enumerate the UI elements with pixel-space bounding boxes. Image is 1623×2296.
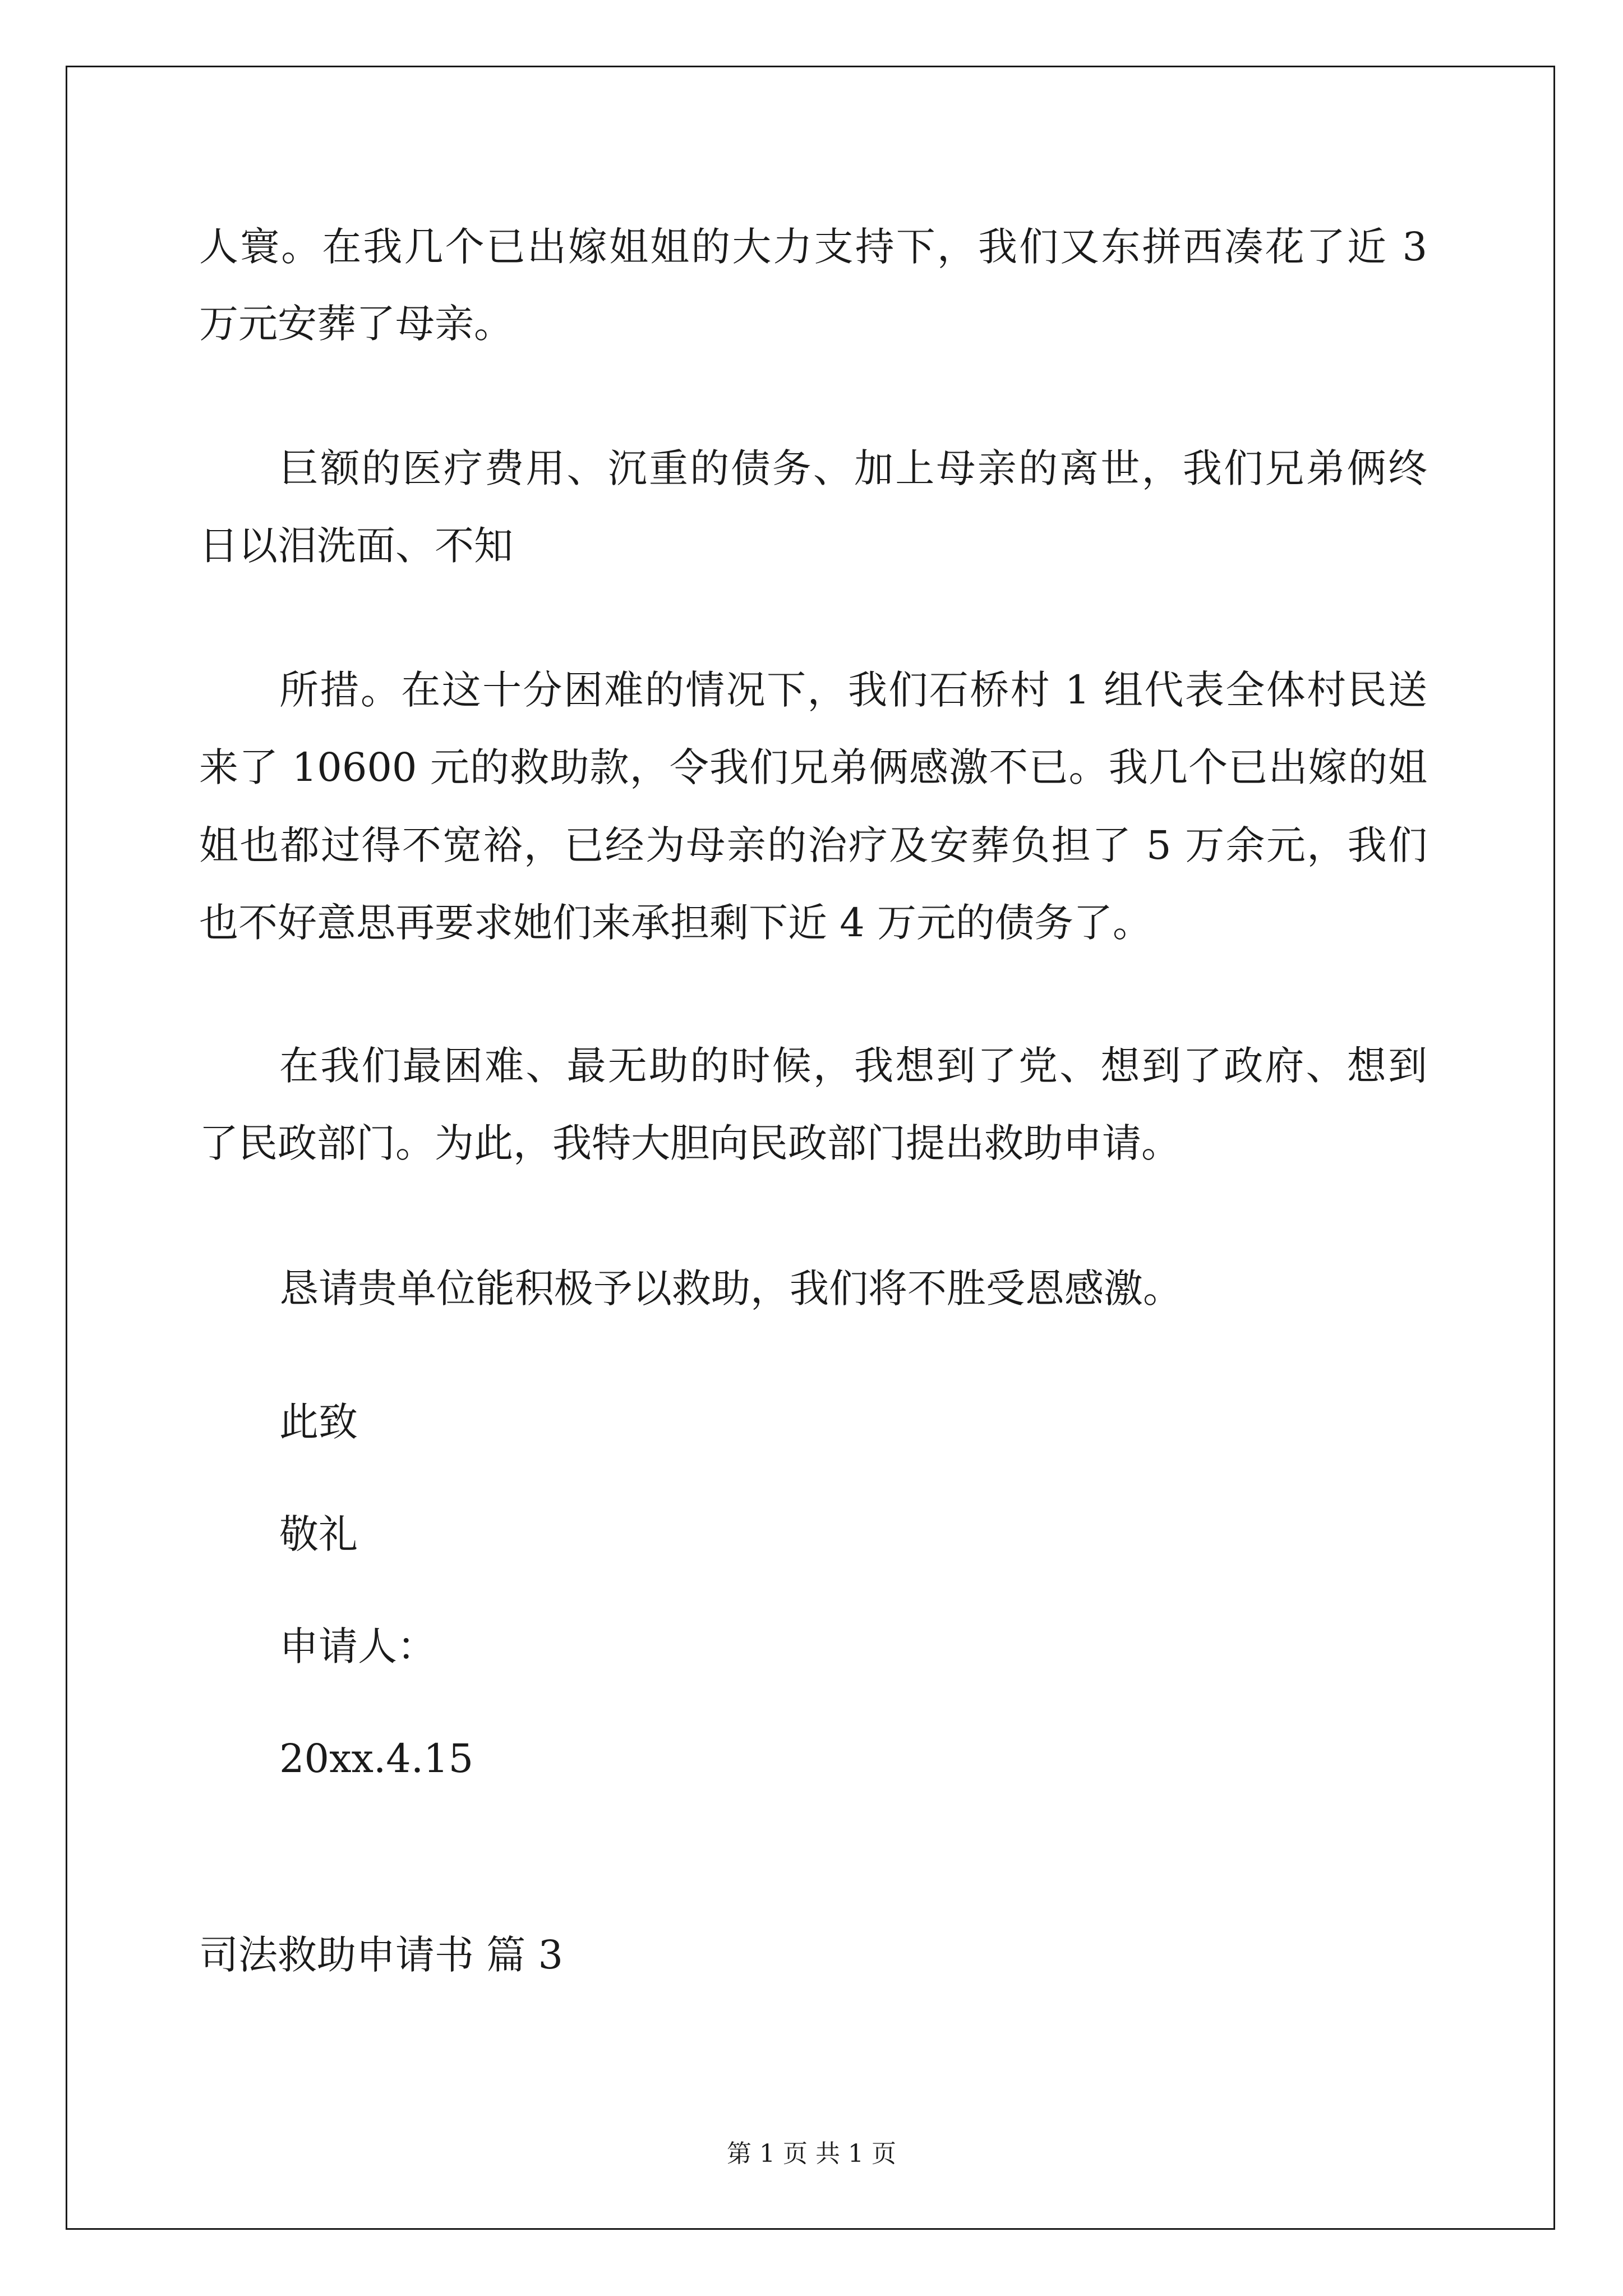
request-line: 恳请贵单位能积极予以救助，我们将不胜受恩感激。 (279, 1266, 1182, 1312)
closing-salutation: 此致 (279, 1399, 358, 1445)
page-number: 第 1 页 共 1 页 (727, 2139, 896, 2168)
body-line: 来了 10600 元的救助款，令我们兄弟俩感激不已。我几个已出嫁的姐 (199, 744, 1427, 790)
body-line: 也不好意思再要求她们来承担剩下近 4 万元的债务了。 (199, 900, 1152, 946)
closing-regards: 敬礼 (279, 1511, 358, 1557)
applicant-label: 申请人： (279, 1623, 436, 1669)
body-line: 日以泪洗面、不知 (199, 523, 513, 569)
body-line: 姐也都过得不宽裕，已经为母亲的治疗及安葬负担了 5 万余元，我们 (199, 822, 1427, 868)
date: 20xx.4.15 (279, 1736, 474, 1782)
paragraph-first-line: 所措。在这十分困难的情况下，我们石桥村 1 组代表全体村民送 (279, 667, 1427, 713)
section-heading: 司法救助申请书 篇 3 (199, 1932, 564, 1978)
body-line: 了民政部门。为此，我特大胆向民政部门提出救助申请。 (199, 1120, 1181, 1166)
paragraph-first-line: 在我们最困难、最无助的时候，我想到了党、想到了政府、想到 (279, 1043, 1427, 1089)
body-line: 人寰。在我几个已出嫁姐姐的大力支持下，我们又东拼西凑花了近 3 (199, 224, 1427, 270)
body-line: 万元安葬了母亲。 (199, 301, 513, 347)
paragraph-first-line: 巨额的医疗费用、沉重的债务、加上母亲的离世，我们兄弟俩终 (279, 445, 1427, 491)
